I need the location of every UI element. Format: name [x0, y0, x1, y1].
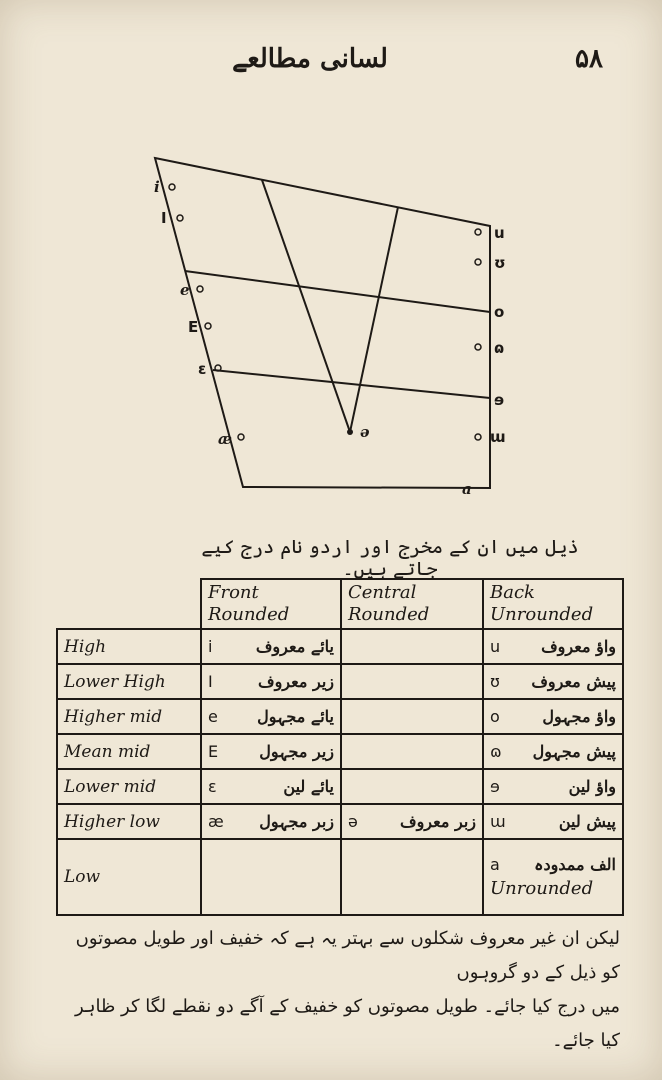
front-cell [201, 629, 341, 664]
back-circle [475, 434, 481, 440]
vowel-circles [169, 184, 481, 440]
front-cell [201, 699, 341, 734]
back-urdu-name: پیش مجہول [532, 742, 616, 761]
central-point [347, 429, 353, 435]
front-symbol: I [208, 672, 213, 691]
row-label: High [57, 629, 201, 664]
row-label: Higher mid [57, 699, 201, 734]
row-label: Higher low [57, 804, 201, 839]
table-row [57, 734, 623, 769]
back-symbol: ʊ [490, 672, 500, 691]
table-row [57, 769, 623, 804]
central-line-right [350, 207, 398, 432]
central-cell [341, 839, 483, 915]
central-symbol: ə [348, 812, 358, 831]
footer-line: لیکن ان غیر معروف شکلوں سے بہتر یہ ہے کہ خفیف اور طویل مصوتوں کو ذیل کے دو گروہوں [75, 928, 620, 983]
front-label: E [188, 318, 199, 336]
table-row [57, 699, 623, 734]
back-cell [483, 629, 623, 664]
back-label: o [494, 303, 505, 321]
front-urdu-name: زیر مجہول [259, 742, 334, 761]
back-label: u [494, 224, 505, 242]
vowel-quadrilateral-diagram [0, 0, 662, 520]
back-label: ɘ [494, 391, 505, 409]
front-circle [238, 434, 244, 440]
front-cell [201, 769, 341, 804]
front-urdu-name: یائے مجہول [257, 707, 334, 726]
front-urdu-name: زیر معروف [257, 672, 334, 691]
table-row [57, 629, 623, 664]
central-cell [341, 664, 483, 699]
running-header: لسانی مطالعے [232, 44, 388, 74]
back-note: Unrounded [490, 878, 594, 899]
back-cell [483, 839, 623, 915]
table-row-low [57, 839, 623, 915]
front-cell [201, 664, 341, 699]
back-circle [475, 344, 481, 350]
central-line-left [262, 180, 350, 432]
back-circle [475, 229, 481, 235]
front-label: e [180, 281, 190, 299]
front-label: ɛ [198, 360, 207, 378]
quadrilateral-lines [155, 158, 490, 488]
central-cell [341, 804, 483, 839]
row-label: Lower mid [57, 769, 201, 804]
front-circle [197, 286, 203, 292]
back-circle [475, 259, 481, 265]
back-label: ɷ [494, 339, 505, 357]
front-symbol: e [208, 707, 218, 726]
front-circle [169, 184, 175, 190]
central-urdu-name: زبر معروف [399, 812, 476, 831]
back-symbol: ɯ [490, 812, 506, 831]
back-urdu-name: واؤ مجہول [542, 707, 616, 726]
front-urdu-name: یائے معروف [255, 637, 334, 656]
table-caption: ذیل میں ان کے مخرج اور اردو نام درج کیے جاتے ہیں۔ [201, 536, 579, 580]
low-label: a [462, 480, 472, 498]
front-symbol: ɛ [208, 777, 217, 796]
central-label: ə [360, 423, 370, 441]
back-symbol: o [490, 707, 500, 726]
back-symbol: ɷ [490, 742, 502, 761]
page-number: ۵۸ [575, 44, 603, 74]
front-label: i [154, 178, 160, 196]
footer-paragraph [60, 922, 620, 1058]
back-symbol: u [490, 637, 501, 656]
row-label: Lower High [57, 664, 201, 699]
table-header-row [57, 579, 623, 629]
back-cell [483, 664, 623, 699]
header-central: Central Rounded [341, 579, 483, 629]
front-cell [201, 804, 341, 839]
back-cell [483, 769, 623, 804]
central-cell [341, 699, 483, 734]
front-label: I [161, 209, 167, 227]
front-circle [177, 215, 183, 221]
front-cell [201, 839, 341, 915]
header-back: Back Unrounded [483, 579, 623, 629]
front-symbol: E [208, 742, 219, 761]
header-empty-cell [57, 579, 201, 629]
back-symbol: a [490, 855, 500, 874]
table-row [57, 664, 623, 699]
back-cell [483, 804, 623, 839]
back-urdu-name: واؤ معروف [541, 637, 616, 656]
back-urdu-name: واؤ لین [568, 777, 616, 796]
central-cell [341, 769, 483, 804]
vowel-table [56, 578, 624, 916]
back-urdu-name: پیش لین [558, 812, 616, 831]
central-cell [341, 629, 483, 664]
central-cell [341, 734, 483, 769]
vowel-points [347, 429, 353, 435]
table-row [57, 804, 623, 839]
row-label: Mean mid [57, 734, 201, 769]
front-cell [201, 734, 341, 769]
higher-mid-line [185, 271, 490, 312]
back-cell [483, 699, 623, 734]
lower-mid-line [213, 370, 490, 398]
front-label: æ [218, 430, 232, 448]
back-symbol: ɘ [490, 777, 500, 796]
row-label: Low [57, 839, 201, 915]
back-label: ʊ [494, 254, 506, 272]
back-urdu-name: پیش معروف [531, 672, 616, 691]
quadrilateral-outline [155, 158, 490, 488]
front-symbol: i [208, 637, 213, 656]
header-front: Front Rounded [201, 579, 341, 629]
front-circle [205, 323, 211, 329]
footer-line: میں درج کیا جائے۔ طویل مصوتوں کو خفیف کے آگے دو نقطے لگا کر ظاہر کیا جائے۔ [75, 996, 620, 1051]
front-urdu-name: زبر مجہول [259, 812, 334, 831]
back-label: ɯ [490, 428, 506, 446]
back-cell [483, 734, 623, 769]
back-urdu-name: الف ممدودہ [534, 855, 616, 874]
front-urdu-name: یائے لین [283, 777, 334, 796]
front-symbol: æ [208, 812, 224, 831]
